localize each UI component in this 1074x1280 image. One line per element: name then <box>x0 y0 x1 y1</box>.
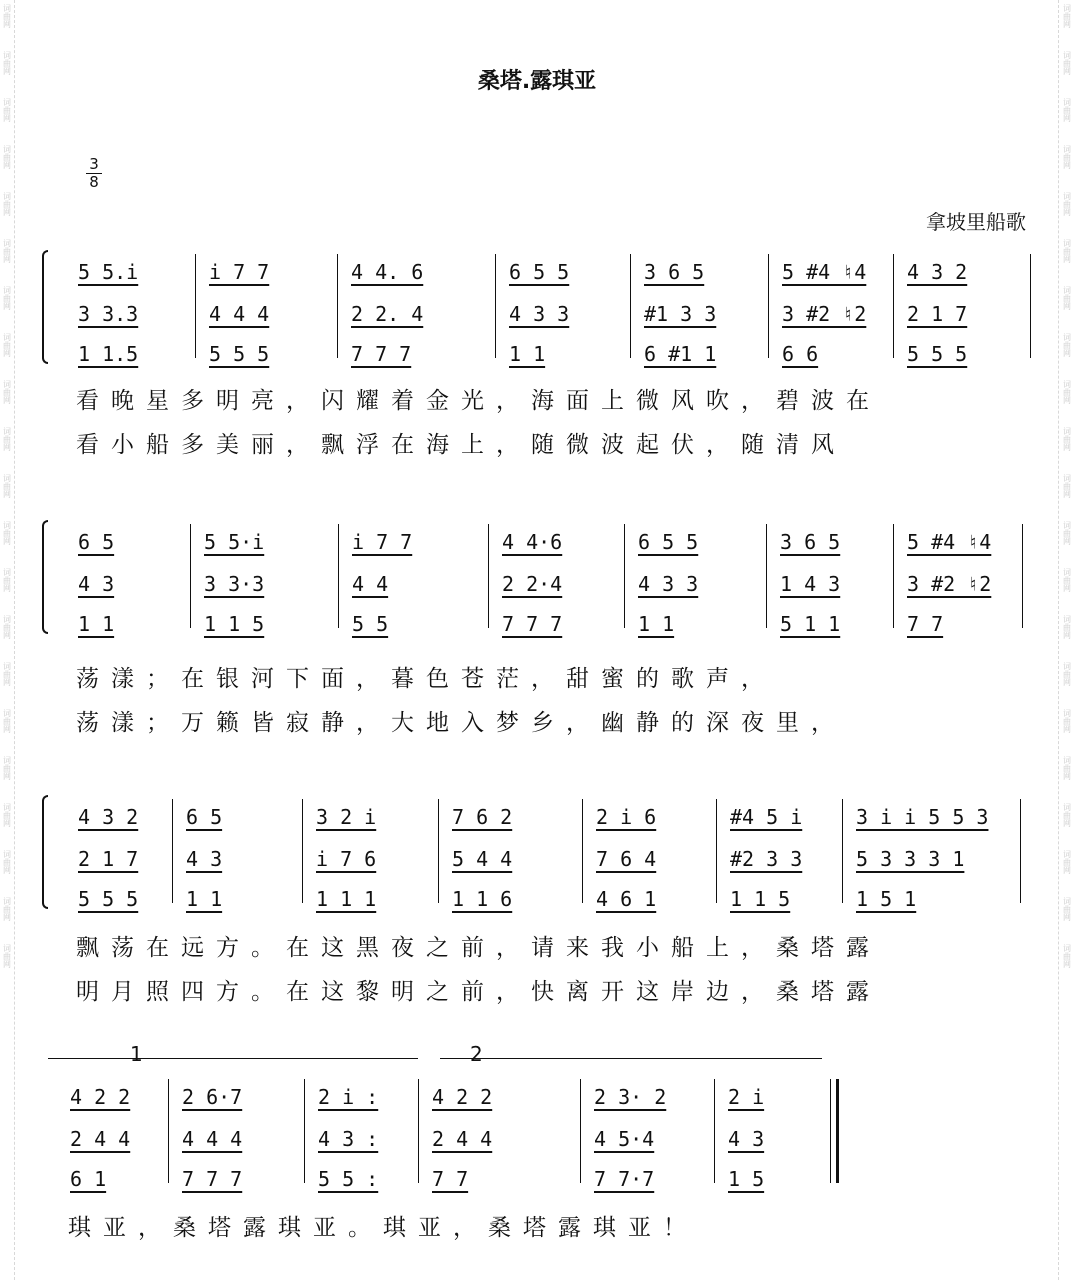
measure-part-notes: 4 5·4 <box>594 1127 655 1151</box>
measure-part-notes: 7 7 7 <box>502 612 563 636</box>
barline <box>488 524 489 628</box>
measure-part-notes: 3 #2 ♮2 <box>782 302 867 326</box>
barline <box>495 254 496 358</box>
watermark-text: 词曲网 <box>1062 944 1072 968</box>
measure-part-notes: 3 #2 ♮2 <box>907 572 992 596</box>
measure-part-notes: 3 6 5 <box>644 260 705 284</box>
measure-part-notes: 4 6 1 <box>596 887 657 911</box>
barline <box>830 1079 831 1183</box>
system-brace <box>42 520 48 634</box>
measure-part-notes: 3 i i 5 5 3 <box>856 805 989 829</box>
measure-part-notes: 3 6 5 <box>780 530 841 554</box>
watermark-text: 词曲网 <box>1062 192 1072 216</box>
lyric-line: 荡漾；万籁皆寂静，大地入梦乡，幽静的深夜里， <box>76 710 846 736</box>
measure-part-notes: i 7 7 <box>209 260 270 284</box>
measure-part-notes: 2 1 7 <box>907 302 968 326</box>
measure-part-notes: 4 3 <box>186 847 223 871</box>
measure-part-notes: 7 7 7 <box>182 1167 243 1191</box>
measure-part-notes: 4 2 2 <box>432 1085 493 1109</box>
measure-part-notes: 2 1 7 <box>78 847 139 871</box>
measure-part-notes: 2 4 4 <box>432 1127 493 1151</box>
watermark-text: 词曲网 <box>1062 51 1072 75</box>
barline <box>716 799 717 903</box>
barline <box>630 254 631 358</box>
left-margin-line <box>14 0 15 1280</box>
measure-part-notes: 6 5 <box>186 805 223 829</box>
watermark-text: 词曲网 <box>1062 474 1072 498</box>
barline <box>418 1079 419 1183</box>
time-signature <box>86 156 102 191</box>
measure-part-notes: 7 7 7 <box>351 342 412 366</box>
barline <box>1022 524 1023 628</box>
measure-part-notes: 6 6 <box>782 342 819 366</box>
measure-part-notes: 6 #1 1 <box>644 342 717 366</box>
lyric-line: 飘荡在远方。在这黑夜之前，请来我小船上，桑塔露 <box>76 935 881 961</box>
measure-part-notes: 6 5 <box>78 530 115 554</box>
watermark-text: 词曲网 <box>2 4 12 28</box>
time-signature-bottom: 8 <box>89 173 99 191</box>
watermark-text: 词曲网 <box>2 944 12 968</box>
measure-part-notes: 4 3 3 <box>509 302 570 326</box>
measure-part-notes: 4 3 3 <box>638 572 699 596</box>
barline <box>190 524 191 628</box>
measure-part-notes: 5 4 4 <box>452 847 513 871</box>
barline <box>582 799 583 903</box>
measure-part-notes: 3 2 i <box>316 805 377 829</box>
barline <box>302 799 303 903</box>
right-margin-line <box>1058 0 1059 1280</box>
song-title: 桑塔.露琪亚 <box>477 69 597 94</box>
watermark-text: 词曲网 <box>1062 709 1072 733</box>
watermark-text: 词曲网 <box>1062 850 1072 874</box>
song-attribution: 拿坡里船歌 <box>926 210 1026 234</box>
watermark-text: 词曲网 <box>2 850 12 874</box>
lyric-line: 琪亚，桑塔露琪亚。琪亚，桑塔露琪亚！ <box>68 1215 698 1241</box>
measure-part-notes: 2 3· 2 <box>594 1085 667 1109</box>
measure-part-notes: 4 3 <box>78 572 115 596</box>
measure-part-notes: 4 4 4 <box>182 1127 243 1151</box>
measure-part-notes: 2 i : <box>318 1085 379 1109</box>
watermark-text: 词曲网 <box>1062 286 1072 310</box>
watermark-text: 词曲网 <box>2 98 12 122</box>
measure-part-notes: 1 1 <box>509 342 546 366</box>
watermark-text: 词曲网 <box>2 474 12 498</box>
watermark-text: 词曲网 <box>2 51 12 75</box>
measure-part-notes: 4 4. 6 <box>351 260 424 284</box>
watermark-text: 词曲网 <box>2 286 12 310</box>
watermark-text: 词曲网 <box>1062 756 1072 780</box>
watermark-text: 词曲网 <box>1062 333 1072 357</box>
measure-part-notes: 1 5 1 <box>856 887 917 911</box>
measure-part-notes: #4 5 i <box>730 805 803 829</box>
measure-part-notes: 4 3 2 <box>907 260 968 284</box>
watermark-text: 词曲网 <box>2 756 12 780</box>
measure-part-notes: 5 5 5 <box>209 342 270 366</box>
barline <box>893 524 894 628</box>
measure-part-notes: 1 1 5 <box>204 612 265 636</box>
watermark-text: 词曲网 <box>2 803 12 827</box>
lyric-line: 荡漾；在银河下面，暮色苍茫，甜蜜的歌声， <box>76 666 776 692</box>
measure-part-notes: 7 6 2 <box>452 805 513 829</box>
measure-part-notes: 2 i <box>728 1085 765 1109</box>
measure-part-notes: 1 1 6 <box>452 887 513 911</box>
watermark-text: 词曲网 <box>2 521 12 545</box>
barline <box>1030 254 1031 358</box>
measure-part-notes: 4 3 <box>728 1127 765 1151</box>
watermark-strip-left <box>0 0 14 1280</box>
barline <box>168 1079 169 1183</box>
watermark-text: 词曲网 <box>1062 427 1072 451</box>
measure-part-notes: 4 3 2 <box>78 805 139 829</box>
measure-part-notes: 5 5 5 <box>907 342 968 366</box>
system-brace <box>42 250 48 364</box>
measure-part-notes: 1 1.5 <box>78 342 139 366</box>
measure-part-notes: 4 4 <box>352 572 389 596</box>
barline <box>337 254 338 358</box>
barline <box>338 524 339 628</box>
barline <box>714 1079 715 1183</box>
watermark-text: 词曲网 <box>2 615 12 639</box>
watermark-text: 词曲网 <box>1062 568 1072 592</box>
measure-part-notes: 6 5 5 <box>509 260 570 284</box>
watermark-strip-right <box>1060 0 1074 1280</box>
watermark-text: 词曲网 <box>2 568 12 592</box>
barline <box>304 1079 305 1183</box>
measure-part-notes: 5 #4 ♮4 <box>782 260 867 284</box>
measure-part-notes: 4 2 2 <box>70 1085 131 1109</box>
measure-part-notes: 6 1 <box>70 1167 107 1191</box>
measure-part-notes: 7 7 <box>432 1167 469 1191</box>
measure-part-notes: 1 1 <box>78 612 115 636</box>
time-signature-top: 3 <box>86 156 102 174</box>
measure-part-notes: 5 5·i <box>204 530 265 554</box>
measure-part-notes: 2 4 4 <box>70 1127 131 1151</box>
measure-part-notes: 7 7·7 <box>594 1167 655 1191</box>
measure-part-notes: 7 6 4 <box>596 847 657 871</box>
system-brace <box>42 795 48 909</box>
barline <box>580 1079 581 1183</box>
measure-part-notes: 5 5 : <box>318 1167 379 1191</box>
measure-part-notes: 1 1 <box>638 612 675 636</box>
measure-part-notes: 4 4 4 <box>209 302 270 326</box>
volta-label-first: 1 <box>130 1042 143 1066</box>
measure-part-notes: i 7 7 <box>352 530 413 554</box>
watermark-text: 词曲网 <box>1062 4 1072 28</box>
barline <box>195 254 196 358</box>
measure-part-notes: 5 1 1 <box>780 612 841 636</box>
measure-part-notes: 2 2. 4 <box>351 302 424 326</box>
measure-part-notes: 7 7 <box>907 612 944 636</box>
watermark-text: 词曲网 <box>1062 145 1072 169</box>
measure-part-notes: i 7 6 <box>316 847 377 871</box>
barline <box>172 799 173 903</box>
watermark-text: 词曲网 <box>2 145 12 169</box>
volta-bracket-second <box>440 1058 822 1059</box>
measure-part-notes: 5 #4 ♮4 <box>907 530 992 554</box>
barline <box>893 254 894 358</box>
watermark-text: 词曲网 <box>1062 380 1072 404</box>
measure-part-notes: 3 3.3 <box>78 302 139 326</box>
watermark-text: 词曲网 <box>2 897 12 921</box>
barline <box>438 799 439 903</box>
watermark-text: 词曲网 <box>1062 98 1072 122</box>
barline <box>624 524 625 628</box>
measure-part-notes: 4 3 : <box>318 1127 379 1151</box>
watermark-text: 词曲网 <box>2 427 12 451</box>
watermark-text: 词曲网 <box>2 333 12 357</box>
watermark-text: 词曲网 <box>2 709 12 733</box>
watermark-text: 词曲网 <box>2 662 12 686</box>
lyric-line: 看小船多美丽，飘浮在海上，随微波起伏，随清风 <box>76 432 846 458</box>
measure-part-notes: 3 3·3 <box>204 572 265 596</box>
measure-part-notes: #1 3 3 <box>644 302 717 326</box>
watermark-text: 词曲网 <box>1062 897 1072 921</box>
final-barline <box>836 1079 839 1183</box>
measure-part-notes: 5 5 <box>352 612 389 636</box>
measure-part-notes: 4 4·6 <box>502 530 563 554</box>
lyric-line: 看晚星多明亮，闪耀着金光，海面上微风吹，碧波在 <box>76 388 881 414</box>
volta-bracket-first <box>48 1058 418 1059</box>
measure-part-notes: 1 1 1 <box>316 887 377 911</box>
measure-part-notes: 5 5 5 <box>78 887 139 911</box>
measure-part-notes: 2 6·7 <box>182 1085 243 1109</box>
watermark-text: 词曲网 <box>2 239 12 263</box>
measure-part-notes: #2 3 3 <box>730 847 803 871</box>
watermark-text: 词曲网 <box>1062 662 1072 686</box>
watermark-text: 词曲网 <box>2 380 12 404</box>
barline <box>842 799 843 903</box>
volta-label-second: 2 <box>470 1042 483 1066</box>
barline <box>768 254 769 358</box>
barline <box>1020 799 1021 903</box>
measure-part-notes: 5 3 3 3 1 <box>856 847 965 871</box>
watermark-text: 词曲网 <box>1062 239 1072 263</box>
measure-part-notes: 2 2·4 <box>502 572 563 596</box>
lyric-line: 明月照四方。在这黎明之前，快离开这岸边，桑塔露 <box>76 979 881 1005</box>
measure-part-notes: 5 5.i <box>78 260 139 284</box>
measure-part-notes: 2 i 6 <box>596 805 657 829</box>
watermark-text: 词曲网 <box>1062 521 1072 545</box>
watermark-text: 词曲网 <box>1062 803 1072 827</box>
watermark-text: 词曲网 <box>1062 615 1072 639</box>
measure-part-notes: 6 5 5 <box>638 530 699 554</box>
watermark-text: 词曲网 <box>2 192 12 216</box>
measure-part-notes: 1 4 3 <box>780 572 841 596</box>
measure-part-notes: 1 5 <box>728 1167 765 1191</box>
measure-part-notes: 1 1 5 <box>730 887 791 911</box>
measure-part-notes: 1 1 <box>186 887 223 911</box>
barline <box>766 524 767 628</box>
